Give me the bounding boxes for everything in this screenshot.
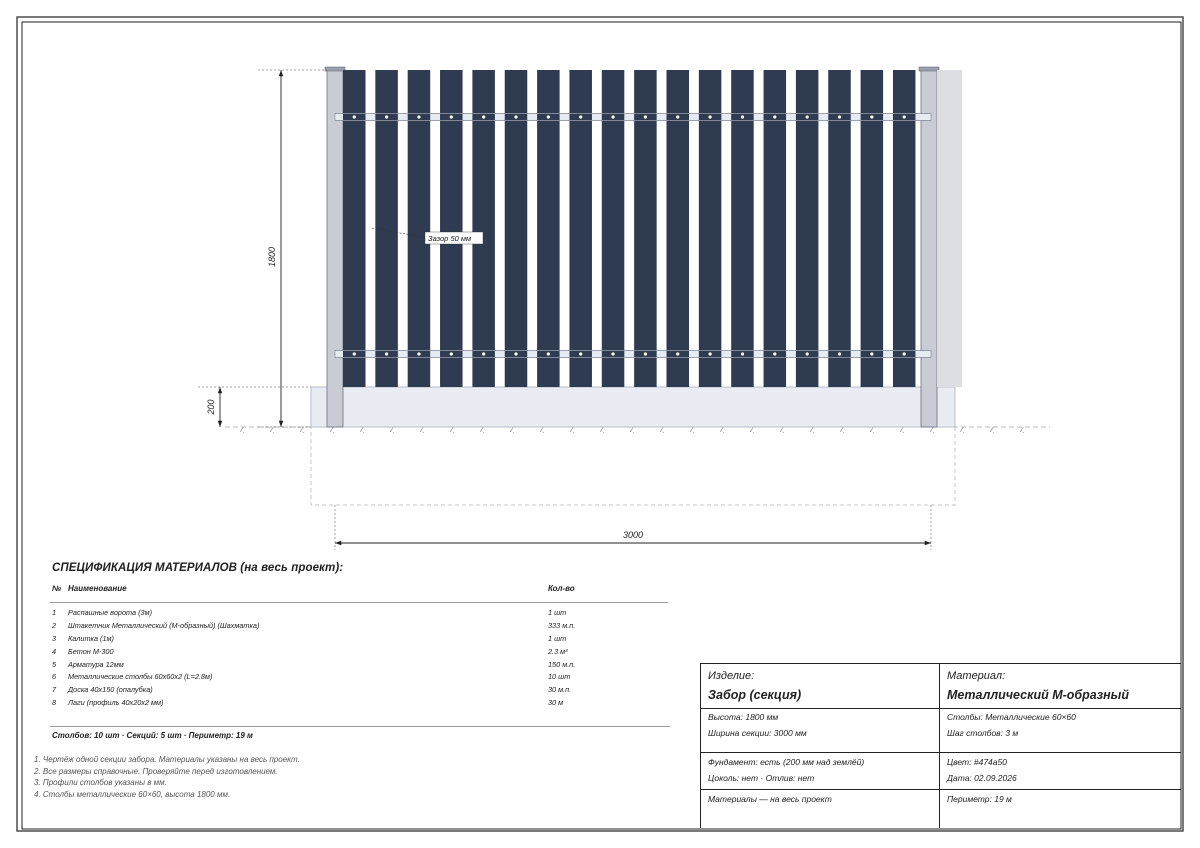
spec-header-name: Наименование [68,584,127,593]
width-dim-label: 3000 [622,530,644,540]
table-row: 5 Арматура 12мм 150 м.п. [52,659,576,669]
spec-header-num: № [52,584,62,593]
adjacent-section [937,70,962,387]
screw [547,352,550,355]
material-spec [50,562,668,710]
date-value: Дата: 02.09.2026 [947,773,1017,783]
table-row: 2 Штакетник Металлический (М-образный) (Шахматка) 333 м.п. [52,620,576,630]
note-line: 2. Все размеры справочные. Проверяйте перед изготовлением. [34,766,278,776]
screw [514,352,517,355]
spec-rows [50,603,668,710]
plinth-ebb-value: Цоколь: нет · Отлив: нет [708,773,815,783]
table-row: 3 Калитка (1м) 1 шт [52,633,567,643]
product-label: Изделие: [708,670,755,682]
screw [579,115,582,118]
foundation-value: Фундамент: есть (200 мм над землёй) [708,757,865,767]
drawing-notes [34,754,300,800]
table-row: 1 Распашные ворота (3м) 1 шт [52,608,567,617]
product-name: Забор (секция) [708,688,802,702]
screw [773,352,776,355]
screw [870,352,873,355]
post-left [327,70,343,427]
screw [482,352,485,355]
note-line: 1. Чертёж одной секции забора. Материалы указаны на весь проект. [34,755,300,764]
screw [903,115,906,118]
screw [514,115,517,118]
material-label: Материал: [947,670,1006,682]
perimeter-value: Периметр: 19 м [947,794,1012,804]
screw [417,352,420,355]
screw [450,115,453,118]
screw [838,352,841,355]
screw [806,115,809,118]
screw [417,115,420,118]
screw [353,352,356,355]
screw [385,352,388,355]
screw [870,115,873,118]
spec-header [50,584,668,603]
table-row: 6 Металлические столбы 60x60x2 (L=2.8м) 10 шт [52,672,571,682]
title-block [700,663,1181,828]
screw [547,115,550,118]
screw [741,352,744,355]
materials-note: Материалы — на весь проект [708,794,832,804]
screw [903,352,906,355]
screw [611,115,614,118]
screw [450,352,453,355]
screw [644,352,647,355]
spec-summary: Столбов: 10 шт · Секций: 5 шт · Периметр: 19 м [50,726,670,740]
screw [676,352,679,355]
screw [806,352,809,355]
gap-label: Зазор 50 мм [428,234,472,243]
screw [482,115,485,118]
screw [741,115,744,118]
plinth-dim-label: 200 [206,399,216,415]
screw [611,352,614,355]
height-value: Высота: 1800 мм [708,712,779,722]
screw [773,115,776,118]
screw [838,115,841,118]
screw [385,115,388,118]
width-value: Ширина секции: 3000 мм [708,728,807,738]
screw [709,352,712,355]
table-row: 4 Бетон М-300 2.3 м³ [52,646,568,656]
posts-value: Столбы: Металлические 60×60 [947,712,1076,722]
plinth [311,387,955,427]
material-name: Металлический М-образный [947,688,1129,702]
post-right-cap [919,67,939,71]
post-left-cap [325,67,345,71]
screw [353,115,356,118]
spec-header-qty: Кол-во [548,584,575,593]
height-dim-label: 1800 [267,246,277,268]
footing-outline [311,427,955,505]
note-line: 4. Столбы металлические 60×60, высота 1800 мм. [34,789,231,799]
ground-hatch [225,427,1050,433]
note-line: 3. Профили столбов указаны в мм. [34,778,167,788]
table-row: 7 Доска 40x150 (опалубка) 30 м.п. [52,685,572,695]
color-value: Цвет: #474a50 [947,757,1007,767]
screw [676,115,679,118]
screw [709,115,712,118]
post-right [921,70,937,427]
screw [579,352,582,355]
table-row: 8 Лаги (профиль 40x20x2 мм) 30 м [52,698,564,708]
post-step-value: Шаг столбов: 3 м [947,728,1019,738]
screw [644,115,647,118]
spec-title: СПЕЦИФИКАЦИЯ МАТЕРИАЛОВ (на весь проект): [52,562,344,574]
